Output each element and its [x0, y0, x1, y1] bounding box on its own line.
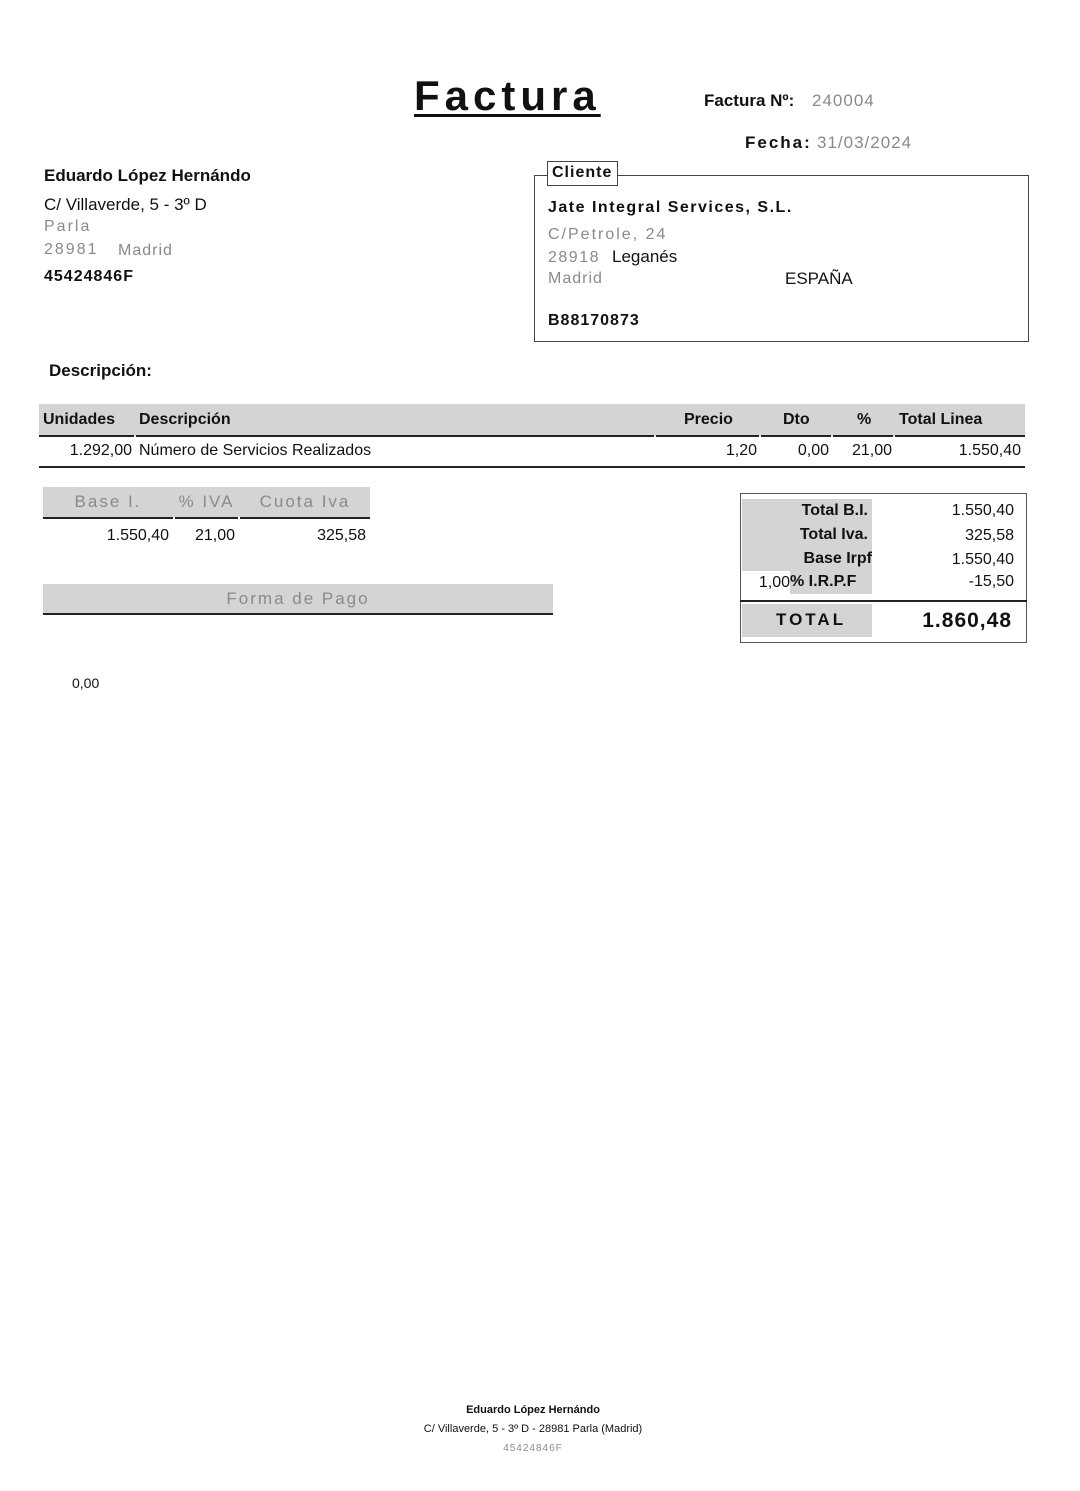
issuer-street: C/ Villaverde, 5 - 3º D [44, 195, 207, 214]
column-header-percent: % [857, 411, 872, 428]
table-bottom-rule [39, 466, 1025, 468]
client-city: Leganés [612, 247, 678, 266]
invoice-date-value: 31/03/2024 [817, 133, 913, 152]
total-vat-label: Total Iva. [799, 526, 868, 543]
grand-total-value: 1.860,48 [922, 609, 1012, 632]
description-heading: Descripción: [49, 361, 152, 380]
footer-name: Eduardo López Hernándo [466, 1404, 600, 1416]
column-header-units: Unidades [43, 411, 116, 428]
issuer-nif: 45424846F [44, 268, 134, 285]
total-base-label: Total B.I. [801, 502, 868, 519]
payment-method-label: Forma de Pago [226, 589, 370, 608]
vat-row-percent: 21,00 [194, 527, 235, 544]
row-line-total: 1.550,40 [958, 442, 1021, 459]
header-underline [39, 435, 134, 437]
vat-header-amount: Cuota Iva [259, 492, 351, 511]
row-discount: 0,00 [797, 442, 829, 459]
irpf-label: % I.R.P.F [790, 573, 857, 590]
irpf-value: -15,50 [968, 573, 1014, 590]
irpf-base-label: Base Irpf [803, 550, 872, 567]
vat-header-percent: % IVA [178, 492, 235, 511]
row-percent: 21,00 [851, 442, 892, 459]
footer-address: C/ Villaverde, 5 - 3º D - 28981 Parla (Madrid) [423, 1423, 643, 1435]
grand-total-label: TOTAL [776, 610, 847, 629]
vat-row-base: 1.550,40 [106, 527, 169, 544]
payment-underline [43, 613, 553, 615]
irpf-rate: 1,00 [758, 574, 790, 591]
footer-nif: 45424846F [503, 1443, 563, 1454]
header-underline [833, 435, 893, 437]
vat-header-underline [240, 517, 370, 519]
total-base-value: 1.550,40 [951, 502, 1014, 519]
issuer-zip: 28981 [44, 241, 99, 258]
row-units: 1.292,00 [69, 442, 132, 459]
client-tag: Cliente [547, 161, 618, 186]
client-province: Madrid [548, 270, 603, 287]
client-street: C/Petrole, 24 [548, 226, 668, 243]
header-underline [656, 435, 759, 437]
client-nif: B88170873 [548, 312, 640, 329]
client-name: Jate Integral Services, S.L. [548, 199, 793, 216]
vat-header-underline [175, 517, 238, 519]
column-header-discount: Dto [783, 411, 810, 428]
column-header-line-total: Total Linea [899, 411, 983, 428]
vat-row-amount: 325,58 [317, 527, 366, 544]
column-header-price: Precio [684, 411, 733, 428]
header-underline [136, 435, 654, 437]
header-underline [761, 435, 831, 437]
payment-amount: 0,00 [72, 675, 100, 691]
irpf-base-value: 1.550,40 [951, 551, 1014, 568]
row-price: 1,20 [725, 442, 757, 459]
row-description: Número de Servicios Realizados [139, 442, 372, 459]
issuer-city: Parla [44, 218, 92, 235]
column-header-description: Descripción [139, 411, 231, 428]
issuer-name: Eduardo López Hernándo [44, 166, 251, 185]
header-underline [895, 435, 1025, 437]
invoice-date-label: Fecha: [745, 133, 812, 152]
invoice-title: Factura [414, 72, 601, 119]
client-country: ESPAÑA [785, 269, 853, 288]
client-zip: 28918 [548, 249, 600, 266]
total-vat-value: 325,58 [965, 527, 1014, 544]
vat-header-base: Base I. [74, 492, 142, 511]
total-divider [740, 600, 1027, 602]
issuer-province: Madrid [118, 242, 173, 259]
vat-header-underline [43, 517, 173, 519]
invoice-number-label: Factura Nº: [704, 91, 795, 110]
invoice-number-value: 240004 [812, 91, 875, 110]
